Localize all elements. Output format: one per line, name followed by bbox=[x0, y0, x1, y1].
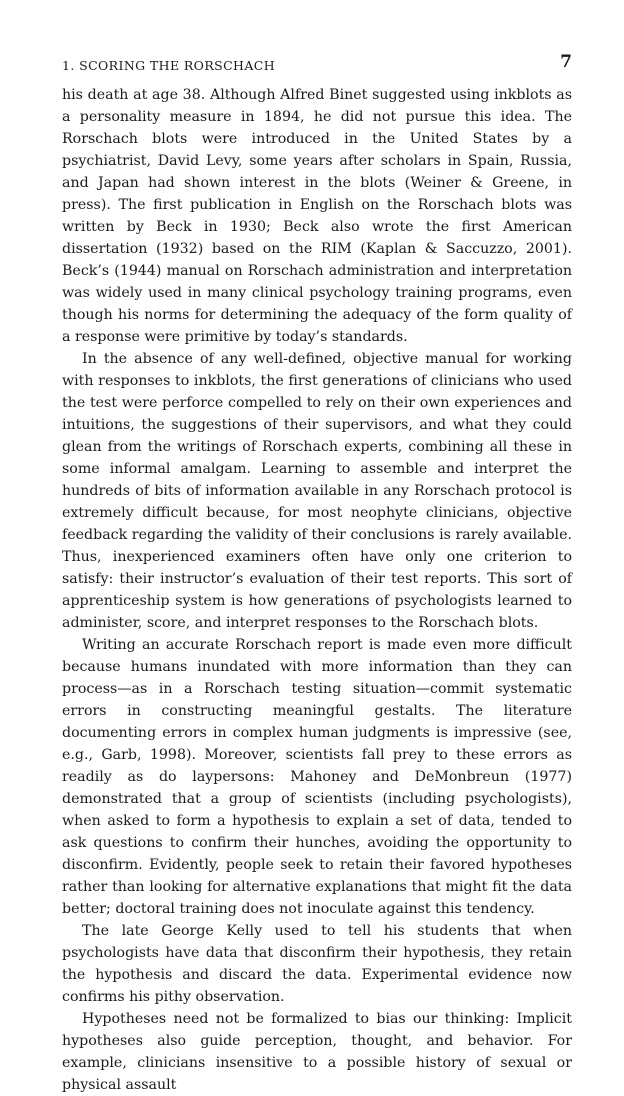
running-head bbox=[62, 52, 572, 76]
page-number: 7 bbox=[560, 52, 572, 72]
paragraph: Hypotheses need not be formalized to bias our thinking: Implicit hypotheses also guide perception, thought, and behavior. For example, clinicians insensitive to a possible history of sexual or physical assault bbox=[62, 1011, 572, 1093]
paragraph: The late George Kelly used to tell his students that when psychologists have data that disconfirm their hypothesis, they retain the hypothesis and discard the data. Experimental evidence now confirms his pithy observation. bbox=[62, 923, 572, 1005]
paragraph: Writing an accurate Rorschach report is made even more difficult because humans inundated with more information than they can process—as in a Rorschach testing situation—commit systematic errors in constructing meaningful gestalts. The literature documenting errors in complex human judgments is impressive (see, e.g., Garb, 1998). Moreover, scientists fall prey to these errors as readily as do laypersons: Mahoney and DeMonbreun (1977) demonstrated that a group of scientists (including psychologists), when asked to form a hypothesis to explain a set of data, tended to ask questions to confirm their hunches, avoiding the opportunity to disconfirm. Evidently, people seek to retain their favored hypotheses rather than looking for alternative explanations that might fit the data better; doctoral training does not inoculate against this tendency. bbox=[62, 637, 572, 917]
paragraph: In the absence of any well-defined, objective manual for working with responses to inkblots, the first generations of clinicians who used the test were perforce compelled to rely on their own experiences and intuitions, the suggestions of their supervisors, and what they could glean from the writings of Rorschach experts, combining all these in some informal amalgam. Learning to assemble and interpret the hundreds of bits of information available in any Rorschach protocol is extremely difficult because, for most neophyte clinicians, objective feedback regarding the validity of their conclusions is rarely available. Thus, inexperienced examiners often have only one criterion to satisfy: their instructor’s evaluation of their test reports. This sort of apprenticeship system is how generations of psychologists learned to administer, score, and interpret responses to the Rorschach blots. bbox=[62, 351, 572, 631]
body-text bbox=[62, 84, 572, 1096]
paragraph: his death at age 38. Although Alfred Binet suggested using inkblots as a personality measure in 1894, he did not pursue this idea. The Rorschach blots were introduced in the United States by a psychiatrist, David Levy, some years after scholars in Spain, Russia, and Japan had shown interest in the blots (Weiner & Greene, in press). The first publication in English on the Rorschach blots was written by Beck in 1930; Beck also wrote the first American dissertation (1932) based on the RIM (Kaplan & Saccuzzo, 2001). Beck’s (1944) manual on Rorschach administration and interpretation was widely used in many clinical psychology training programs, even though his norms for determining the adequacy of the form quality of a response were primitive by today’s standards. bbox=[62, 87, 572, 345]
chapter-running-title: 1. SCORING THE RORSCHACH bbox=[62, 58, 276, 73]
